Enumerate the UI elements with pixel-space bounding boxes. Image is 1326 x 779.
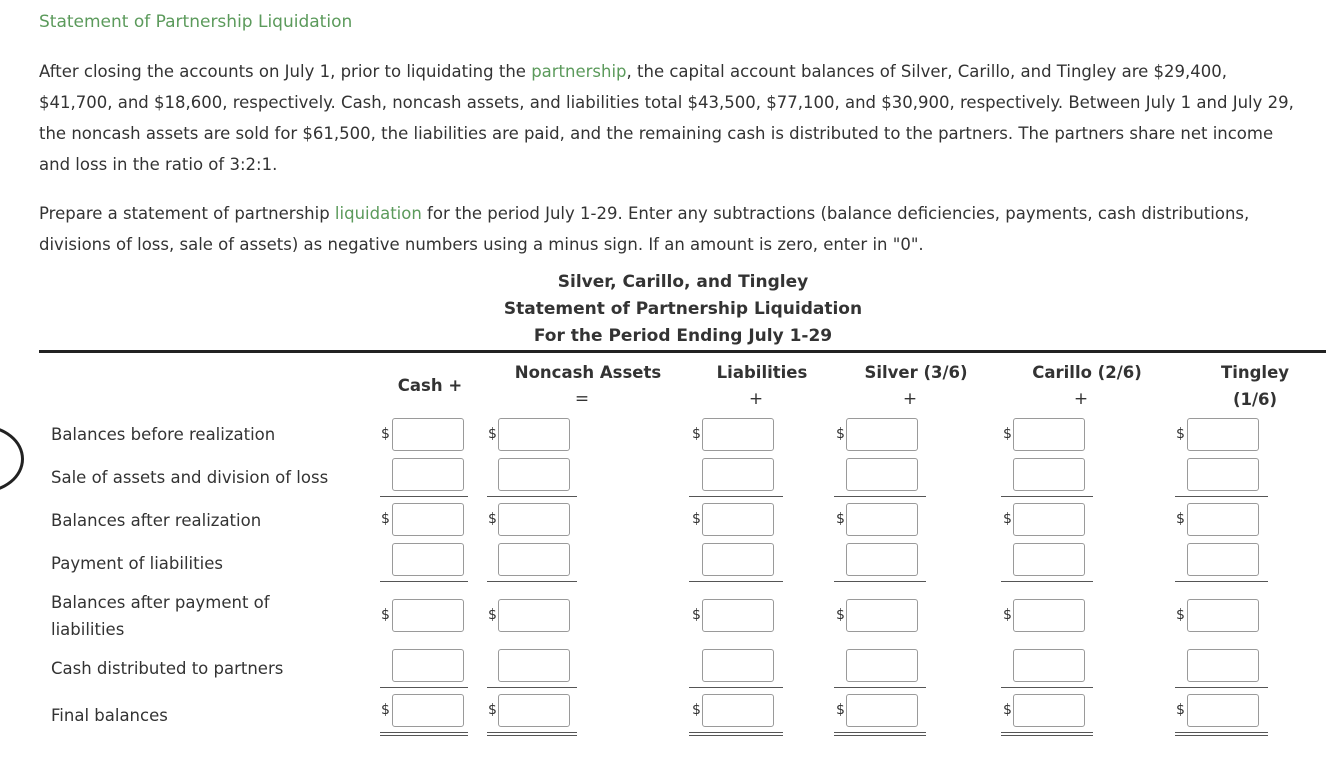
row-label: Sale of assets and division of loss xyxy=(51,468,329,487)
carillo-input[interactable] xyxy=(1013,418,1085,451)
subtotal-rule xyxy=(487,687,577,688)
liabilities-input[interactable] xyxy=(702,694,774,727)
tingley-input[interactable] xyxy=(1187,543,1259,576)
col-header-cash: Cash + xyxy=(397,376,463,395)
col-header-silver: Silver (3/6) xyxy=(864,363,968,382)
noncash-input[interactable] xyxy=(498,418,570,451)
subtotal-rule xyxy=(834,687,926,688)
dollar-sign: $ xyxy=(1176,607,1185,623)
dollar-sign: $ xyxy=(381,702,390,718)
problem-paragraph-2 xyxy=(39,198,1299,260)
row-label: Cash distributed to partners xyxy=(51,659,284,678)
subtotal-rule xyxy=(1175,496,1268,497)
cash-input[interactable] xyxy=(392,418,464,451)
dollar-sign: $ xyxy=(1003,702,1012,718)
cash-input[interactable] xyxy=(392,599,464,632)
col-header-tingley: Tingley xyxy=(1220,363,1290,382)
row-label: Final balances xyxy=(51,706,168,725)
liabilities-input[interactable] xyxy=(702,543,774,576)
liabilities-input[interactable] xyxy=(702,458,774,491)
table-top-rule xyxy=(39,350,1326,353)
dollar-sign: $ xyxy=(1003,511,1012,527)
plus-operator: + xyxy=(748,389,764,409)
liabilities-input[interactable] xyxy=(702,599,774,632)
dollar-sign: $ xyxy=(692,607,701,623)
dollar-sign: $ xyxy=(488,702,497,718)
instruction-text: for the period July 1-29. Enter any subtractions (balance deficiencies, payments, cash distributions, divisions of loss, sale of assets) as negative numbers using a minus sign. If an amount is zero, enter in "0". xyxy=(39,204,1250,254)
statement-heading-title: Statement of Partnership Liquidation xyxy=(503,299,863,319)
cash-input[interactable] xyxy=(392,694,464,727)
cash-input[interactable] xyxy=(392,543,464,576)
liabilities-input[interactable] xyxy=(702,418,774,451)
subtotal-rule xyxy=(689,496,783,497)
tingley-input[interactable] xyxy=(1187,458,1259,491)
liquidation-link[interactable]: liquidation xyxy=(334,204,422,223)
partnership-link[interactable]: partnership xyxy=(531,62,627,81)
dollar-sign: $ xyxy=(488,607,497,623)
noncash-input[interactable] xyxy=(498,503,570,536)
tingley-input[interactable] xyxy=(1187,694,1259,727)
dollar-sign: $ xyxy=(381,426,390,442)
subtotal-rule xyxy=(689,687,783,688)
noncash-input[interactable] xyxy=(498,649,570,682)
problem-paragraph-1 xyxy=(39,56,1299,180)
carillo-input[interactable] xyxy=(1013,649,1085,682)
dollar-sign: $ xyxy=(692,426,701,442)
row-label: Balances after payment of xyxy=(51,593,270,612)
dollar-sign: $ xyxy=(1003,607,1012,623)
subtotal-rule xyxy=(487,581,577,582)
row-label-continued: liabilities xyxy=(51,620,125,639)
dollar-sign: $ xyxy=(1176,511,1185,527)
silver-input[interactable] xyxy=(846,649,918,682)
dollar-sign: $ xyxy=(836,511,845,527)
total-double-rule xyxy=(1001,732,1093,736)
dollar-sign: $ xyxy=(1003,426,1012,442)
dollar-sign: $ xyxy=(488,426,497,442)
col-header-noncash: Noncash Assets xyxy=(514,363,662,382)
dollar-sign: $ xyxy=(692,702,701,718)
cursor-highlight-circle xyxy=(0,425,24,493)
dollar-sign: $ xyxy=(836,702,845,718)
statement-heading-period: For the Period Ending July 1-29 xyxy=(533,326,833,346)
cash-input[interactable] xyxy=(392,503,464,536)
instruction-text: Prepare a statement of partnership xyxy=(39,204,335,223)
equals-operator: = xyxy=(574,389,590,409)
silver-input[interactable] xyxy=(846,543,918,576)
dollar-sign: $ xyxy=(836,426,845,442)
subtotal-rule xyxy=(834,581,926,582)
dollar-sign: $ xyxy=(381,511,390,527)
total-double-rule xyxy=(834,732,926,736)
subtotal-rule xyxy=(834,496,926,497)
page-title: Statement of Partnership Liquidation xyxy=(39,12,353,32)
subtotal-rule xyxy=(1001,687,1093,688)
dollar-sign: $ xyxy=(488,511,497,527)
noncash-input[interactable] xyxy=(498,543,570,576)
silver-input[interactable] xyxy=(846,503,918,536)
subtotal-rule xyxy=(380,581,468,582)
carillo-input[interactable] xyxy=(1013,503,1085,536)
col-header-carillo: Carillo (2/6) xyxy=(1032,363,1142,382)
subtotal-rule xyxy=(1001,496,1093,497)
dollar-sign: $ xyxy=(381,607,390,623)
noncash-input[interactable] xyxy=(498,599,570,632)
silver-input[interactable] xyxy=(846,458,918,491)
dollar-sign: $ xyxy=(1176,426,1185,442)
subtotal-rule xyxy=(487,496,577,497)
subtotal-rule xyxy=(689,581,783,582)
cash-input[interactable] xyxy=(392,649,464,682)
dollar-sign: $ xyxy=(836,607,845,623)
tingley-input[interactable] xyxy=(1187,649,1259,682)
carillo-input[interactable] xyxy=(1013,599,1085,632)
carillo-input[interactable] xyxy=(1013,458,1085,491)
subtotal-rule xyxy=(1175,581,1268,582)
col-header-tingley-ratio: (1/6) xyxy=(1232,390,1278,409)
col-header-liabilities: Liabilities xyxy=(716,363,808,382)
carillo-input[interactable] xyxy=(1013,694,1085,727)
silver-input[interactable] xyxy=(846,694,918,727)
subtotal-rule xyxy=(1175,687,1268,688)
problem-text: After closing the accounts on July 1, prior to liquidating the xyxy=(39,62,532,81)
liabilities-input[interactable] xyxy=(702,649,774,682)
total-double-rule xyxy=(1175,732,1268,736)
total-double-rule xyxy=(689,732,783,736)
total-double-rule xyxy=(487,732,577,736)
plus-operator: + xyxy=(902,389,918,409)
dollar-sign: $ xyxy=(692,511,701,527)
tingley-input[interactable] xyxy=(1187,503,1259,536)
row-label: Balances before realization xyxy=(51,425,276,444)
noncash-input[interactable] xyxy=(498,458,570,491)
carillo-input[interactable] xyxy=(1013,543,1085,576)
tingley-input[interactable] xyxy=(1187,418,1259,451)
subtotal-rule xyxy=(380,496,468,497)
plus-operator: + xyxy=(1073,389,1089,409)
problem-text: , the capital account balances of Silver, Carillo, and Tingley are $29,400, $41,700, and $18,600, respectively. Cash, noncash assets, and liabilities total $43,500, $77,100, and $30,900, respectively. Between July 1 and July 29, the noncash assets are sold for $61,500, the liabilities are paid, and the remaining cash is distributed to the partners. The partners share net income and loss in the ratio of 3:2:1. xyxy=(39,62,1294,174)
row-label: Payment of liabilities xyxy=(51,554,223,573)
silver-input[interactable] xyxy=(846,599,918,632)
total-double-rule xyxy=(380,732,468,736)
subtotal-rule xyxy=(1001,581,1093,582)
dollar-sign: $ xyxy=(1176,702,1185,718)
subtotal-rule xyxy=(380,687,468,688)
row-label: Balances after realization xyxy=(51,511,262,530)
silver-input[interactable] xyxy=(846,418,918,451)
liabilities-input[interactable] xyxy=(702,503,774,536)
cash-input[interactable] xyxy=(392,458,464,491)
statement-heading-company: Silver, Carillo, and Tingley xyxy=(557,272,809,292)
noncash-input[interactable] xyxy=(498,694,570,727)
tingley-input[interactable] xyxy=(1187,599,1259,632)
